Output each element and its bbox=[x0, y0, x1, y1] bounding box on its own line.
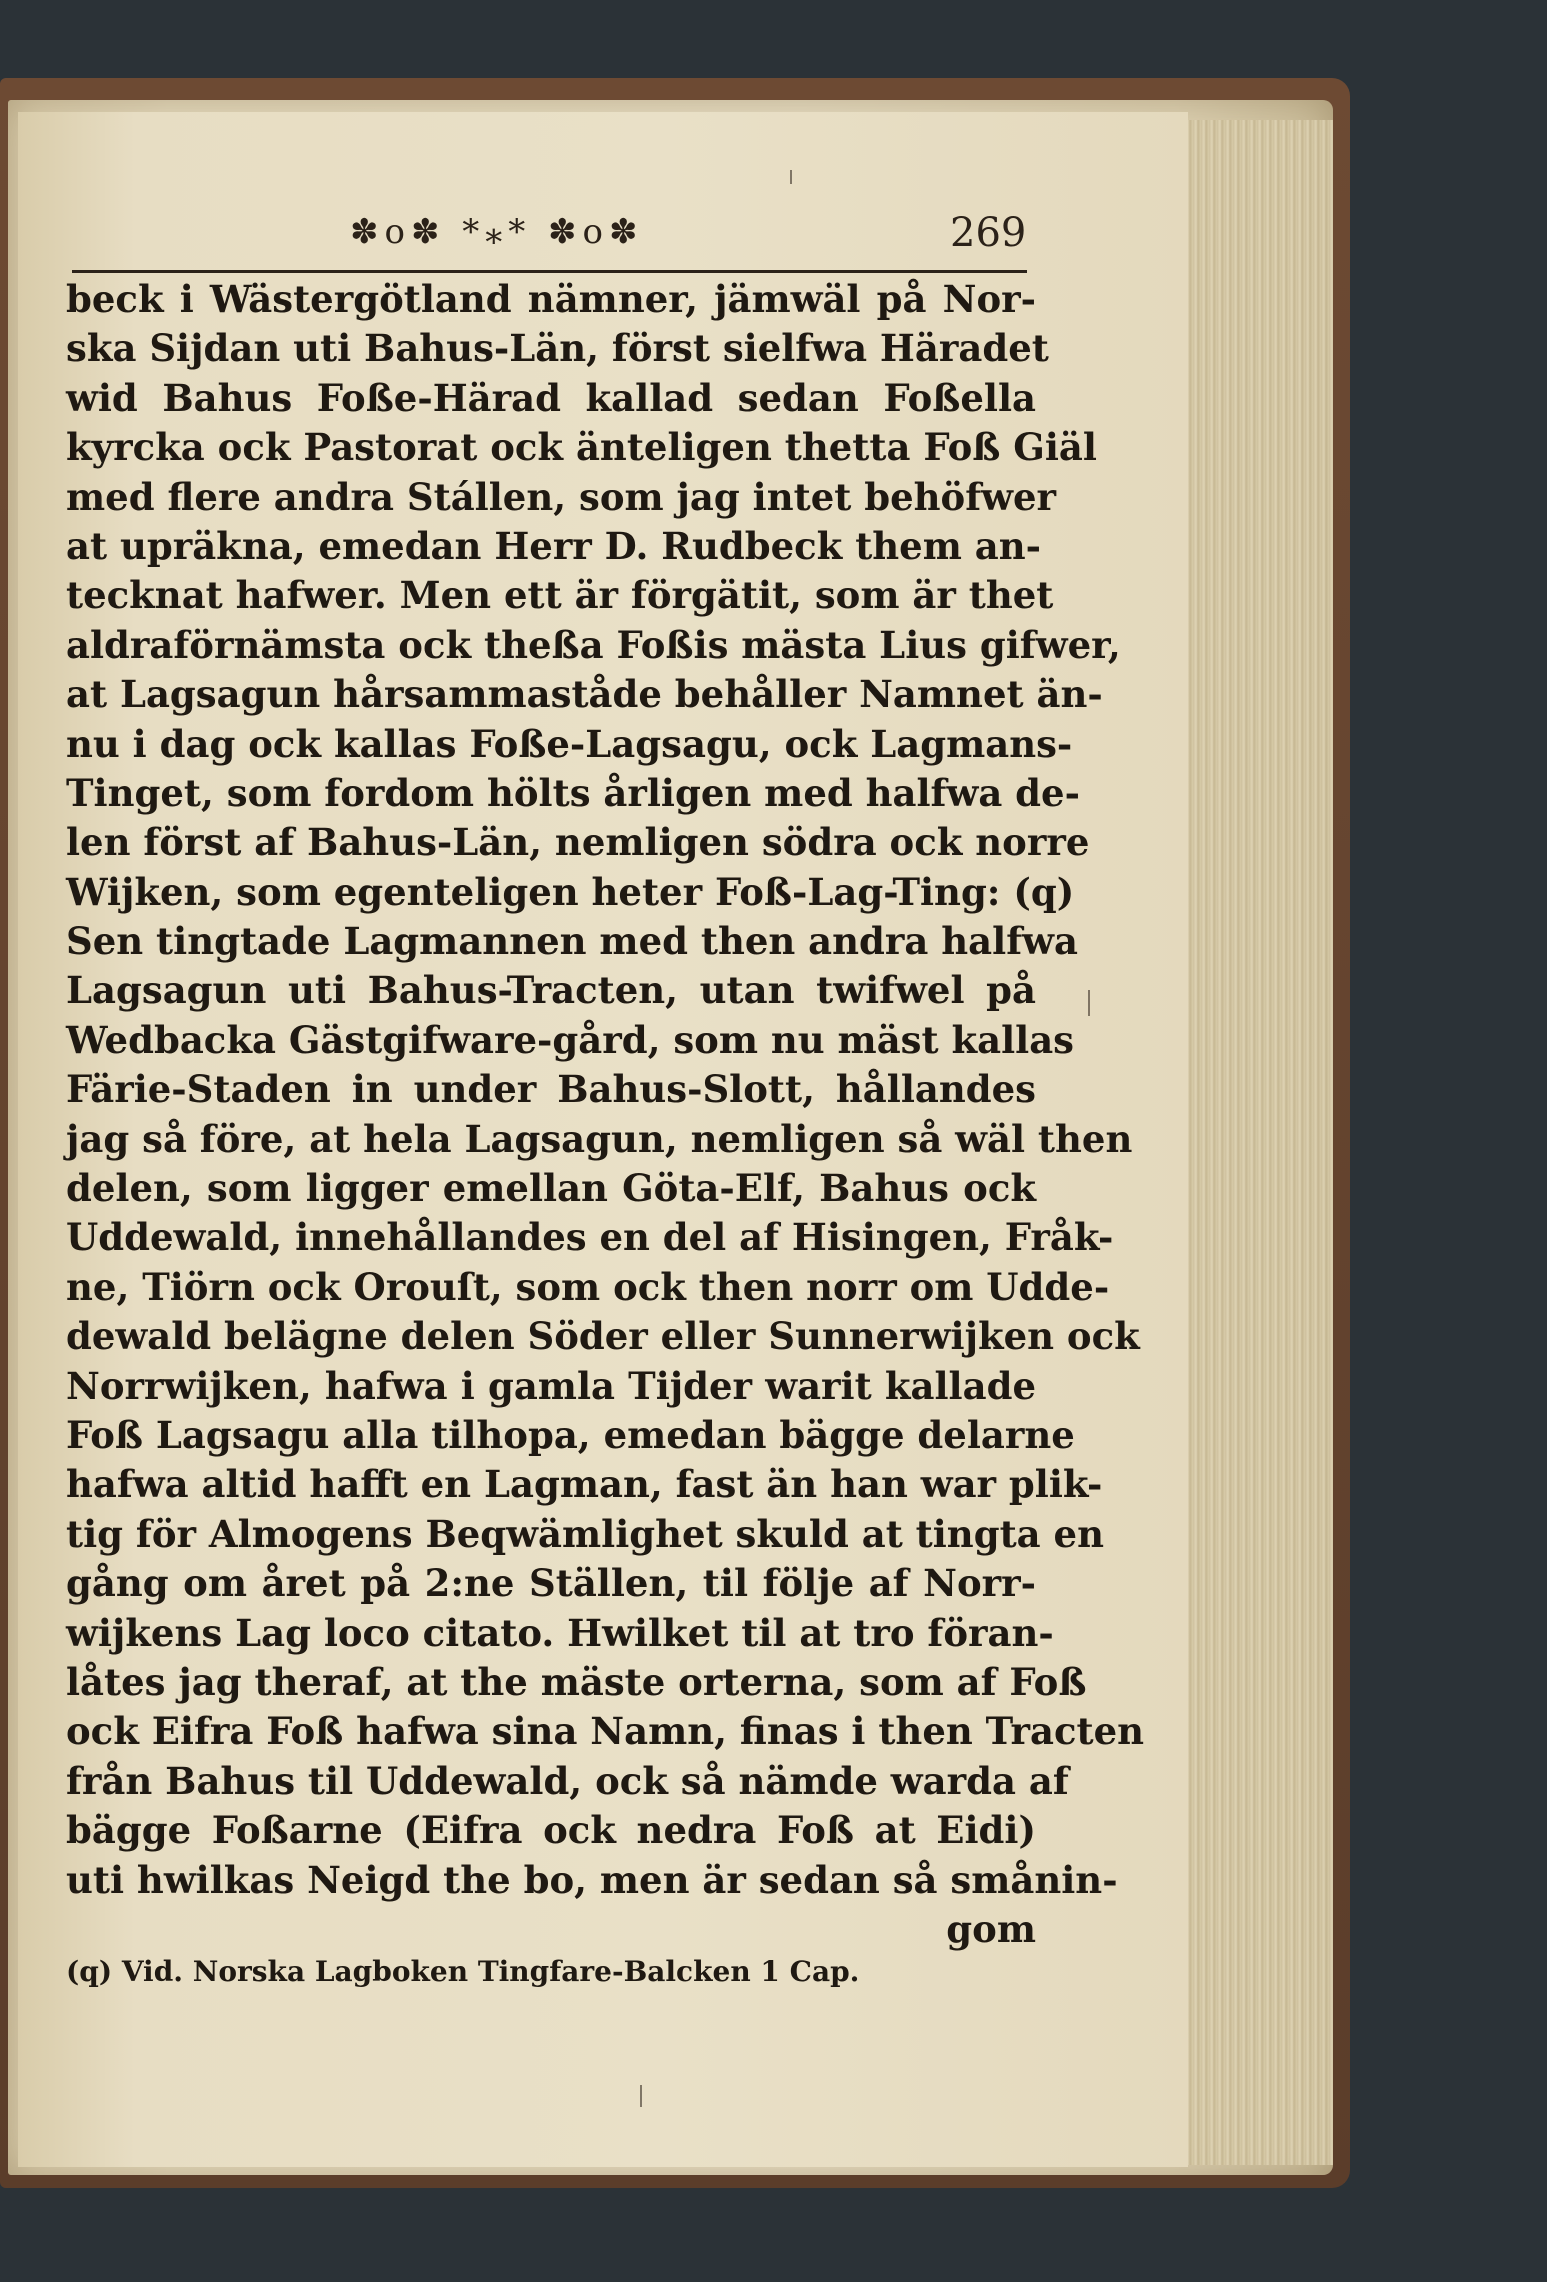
text-line: kyrcka ock Pastorat ock änteligen thetta Foß Giäl bbox=[66, 425, 1097, 470]
text-line: gång om året på 2:ne Ställen, til följe af Norr- bbox=[66, 1561, 1036, 1606]
text-line: Sen tingtade Lagmannen med then andra halfwa bbox=[66, 919, 1078, 964]
body-text bbox=[66, 275, 1145, 1954]
text-line: Wijken, som egenteligen heter Foß-Lag-Ting: (q) bbox=[66, 869, 1075, 914]
text-line: från Bahus til Uddewald, ock så nämde warda af bbox=[66, 1758, 1069, 1803]
text-line: jag så före, at hela Lagsagun, nemligen så wäl then bbox=[66, 1116, 1133, 1161]
text-line: låtes jag theraf, at the mäste orterna, som af Foß bbox=[66, 1659, 1087, 1704]
footnote: (q) Vid. Norska Lagboken Tingfare-Balcken 1 Cap. bbox=[66, 1955, 860, 1988]
text-line: wid Bahus Foße-Härad kallad sedan Foßella bbox=[66, 375, 1036, 420]
text-line: nu i dag ock kallas Foße-Lagsagu, ock Lagmans- bbox=[66, 721, 1073, 766]
margin-mark bbox=[640, 2085, 642, 2107]
text-line: bägge Foßarne (Eifra ock nedra Foß at Eidi) bbox=[66, 1808, 1036, 1853]
text-line: Lagsagun uti Bahus-Tracten, utan twifwel på bbox=[66, 968, 1036, 1013]
text-line: Uddewald, innehållandes en del af Hisingen, Fråk- bbox=[66, 1215, 1114, 1260]
text-line: tig för Almogens Beqwämlighet skuld at tingta en bbox=[66, 1511, 1104, 1556]
text-line: ock Eifra Foß hafwa sina Namn, finas i then Tracten bbox=[66, 1709, 1145, 1754]
running-head-ornament: ✽o✽ *⁎* ✽o✽ bbox=[350, 212, 644, 252]
text-line: ne, Tiörn ock Orouſt, som ock then norr om Udde- bbox=[66, 1264, 1110, 1309]
margin-mark bbox=[790, 170, 792, 184]
text-line: wijkens Lag loco citato. Hwilket til at tro föran- bbox=[66, 1610, 1054, 1655]
text-line: tecknat hafwer. Men ett är förgätit, som är thet bbox=[66, 573, 1054, 618]
text-line: Färie-Staden in under Bahus-Slott, hållandes bbox=[66, 1067, 1036, 1112]
text-line: Norrwijken, hafwa i gamla Tijder warit kallade bbox=[66, 1363, 1036, 1408]
margin-mark bbox=[1088, 990, 1090, 1016]
text-line: Tinget, som fordom hölts årligen med halfwa de- bbox=[66, 770, 1080, 815]
text-line: at Lagsagun hårsammaståde behåller Namnet än- bbox=[66, 672, 1103, 717]
text-line: delen, som ligger emellan Göta-Elf, Bahus ock bbox=[66, 1166, 1036, 1211]
text-line: hafwa altid hafft en Lagman, fast än han war plik- bbox=[66, 1462, 1103, 1507]
header-rule bbox=[72, 270, 1027, 273]
text-line: ska Sijdan uti Bahus-Län, först sielfwa Häradet bbox=[66, 326, 1049, 371]
text-line: uti hwilkas Neigd the bo, men är sedan så smånin- bbox=[66, 1857, 1118, 1902]
text-line: dewald belägne delen Söder eller Sunnerwijken ock bbox=[66, 1314, 1140, 1359]
text-line: len först af Bahus-Län, nemligen södra ock norre bbox=[66, 820, 1090, 865]
text-line: med flere andra Stállen, som jag intet behöfwer bbox=[66, 474, 1057, 519]
page-fore-edge bbox=[1185, 120, 1333, 2165]
text-line: beck i Wästergötland nämner, jämwäl på Nor- bbox=[66, 277, 1036, 321]
page-number: 269 bbox=[950, 210, 1027, 256]
text-line: at upräkna, emedan Herr D. Rudbeck them an- bbox=[66, 523, 1041, 568]
catchword: gom bbox=[946, 1906, 1036, 1951]
text-line: Wedbacka Gästgifware-gård, som nu mäst kallas bbox=[66, 1017, 1075, 1062]
text-line: aldraförnämsta ock theßa Foßis mästa Lius gifwer, bbox=[66, 622, 1121, 667]
text-line: Foß Lagsagu alla tilhopa, emedan bägge delarne bbox=[66, 1412, 1075, 1457]
